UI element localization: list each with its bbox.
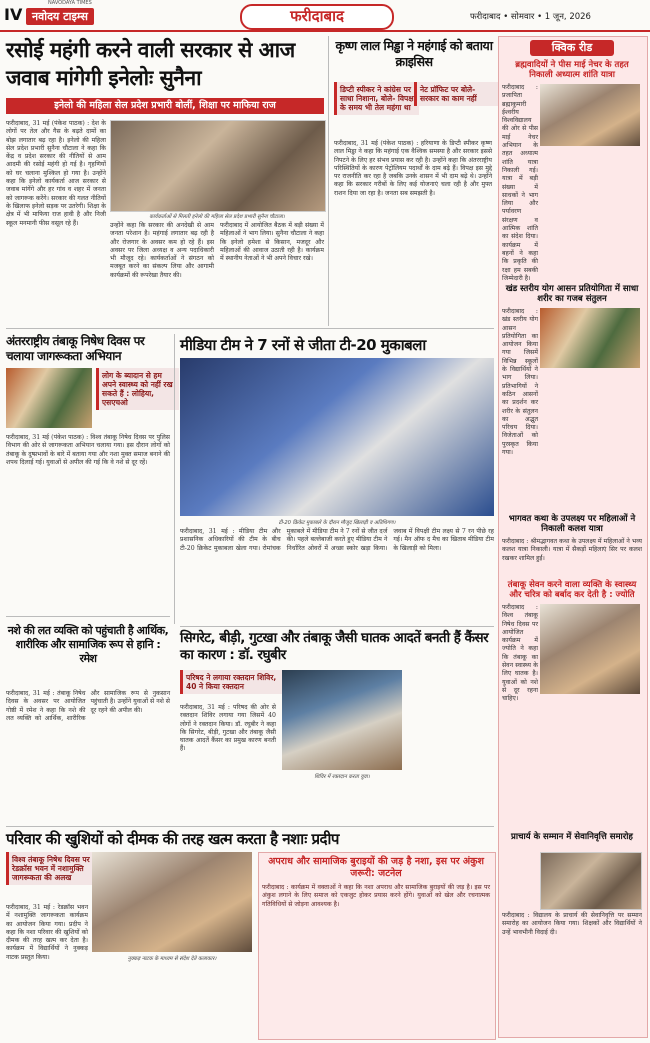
lead-subhead: इनेलो की महिला सेल प्रदेश प्रभारी बोलीं, शिक्षा पर माफिया राज <box>6 98 324 114</box>
lead-body-mid: उन्होंने कहा कि सरकार की अनदेखी से आम जनता परेशान है। महंगाई लगातार बढ़ रही है और रोजगार के अवसर कम हो रहे हैं। इस अवसर पर जिला अध्यक्ष व अन्य पदाधिकारी भी मौजूद रहे। कार्यकर्ताओं ने संगठन को मजबूत करने का संकल्प लिया और आगामी कार्यक्रमों की रूपरेखा तैयार की। <box>110 222 214 279</box>
lead-body-left: फरीदाबाद, 31 मई (पंकेश पाठक) : देश के लोगों पर तेल और गैस के बढ़ते दामों का बोझ लगातार बढ़ रहा है। इनेलो की महिला सेल प्रदेश प्रभारी सुनैना चौटाला ने कहा कि केंद्र व प्रदेश सरकार की नीतियों से आम आदमी की रसोई महंगी हो गई है। गृहणियों को घर चलाना मुश्किल हो गया है। उन्होंने कहा कि इनेलो कार्यकर्ता आज सरकार से जवाब मांगेंगे और हर गांव व शहर में जनता को जागरूक करेंगे। सरकार की गलत नीतियों के खिलाफ इनेलो सड़क पर उतरेगी। शिक्षा के क्षेत्र में भी माफिया राज हावी है और निजी स्कूल मनमानी फीस वसूल रहे हैं। <box>6 120 106 227</box>
qr-item3-head: भागवत कथा के उपलक्ष्य पर महिलाओं ने निकाली कलश यात्रा <box>508 514 636 534</box>
qr-item5-photo <box>540 852 642 910</box>
cancer-photo-caption: शिविर में रक्तदान करता युवा। <box>314 774 370 780</box>
edition-tag: NAVODAYA TIMES <box>48 0 92 6</box>
tobacco-body: फरीदाबाद, 31 मई (पंकेश पाठक) : विश्व तंबाकू निषेध दिवस पर पुलिस विभाग की ओर से जागरूकता अभियान चलाया गया। इस दौरान लोगों को तंबाकू के दुष्प्रभावों के बारे में बताया गया और नशा मुक्त समाज बनाने की शपथ दिलाई गई। युवाओं से अपील की गई कि वे नशे से दूर रहें। <box>6 434 170 466</box>
qr-item3-body: फरीदाबाद : श्रीमद्भागवत कथा के उपलक्ष्य में महिलाओं ने भव्य कलश यात्रा निकाली। यात्रा में सैकड़ों महिलाएं सिर पर कलश रखकर शामिल हुईं। <box>502 538 642 562</box>
parivar-body-continued <box>92 964 252 1038</box>
cancer-body-continued <box>406 670 494 822</box>
parivar-photo <box>92 852 252 952</box>
paper-name: नवोदय टाइम्स <box>26 8 94 25</box>
page-number: IV <box>4 5 23 24</box>
qr-item4-head: तंबाकू सेवन करने वाला व्यक्ति के स्वास्थ्य और चरित्र को बर्बाद कर देती है : ज्योति <box>507 580 637 600</box>
lead-photo <box>110 120 326 212</box>
tobacco-photo <box>6 368 92 428</box>
lead-body-right: फरीदाबाद में आयोजित बैठक में बड़ी संख्या में महिलाओं ने भाग लिया। सुनैना चौटाला ने कहा कि इनेलो हमेशा से किसान, मजदूर और महिलाओं की आवाज उठाती रही है। कार्यक्रम में स्थानीय नेताओं ने भी अपने विचार रखे। <box>220 222 324 263</box>
cancer-photo <box>282 670 402 770</box>
parivar-pull: विश्व तंबाकू निषेध दिवस पर रेडक्रॉस भवन में नशामुक्ति जागरूकता की अलख <box>6 852 95 885</box>
media-photo <box>180 358 494 516</box>
qr-item4-photo <box>540 604 640 694</box>
city-title: फरीदाबाद <box>240 4 394 30</box>
mhgai-pull-left: डिप्टी स्पीकर ने कांग्रेस पर साधा निशाना, बोले- विपक्ष के समय भी तेल महंगा था <box>334 82 419 115</box>
mhgai-pull-right: नेट प्रॉफिट पर बोले- सरकार का काम नहीं <box>414 82 499 106</box>
lead-headline: रसोई महंगी करने वाली सरकार से आज जवाब मांगेगी इनेलोः सुनैना <box>6 38 295 90</box>
mhgai-body: फरीदाबाद, 31 मई (पंकेश पाठक) : हरियाणा के डिप्टी स्पीकर कृष्ण लाल मिड्ढा ने कहा कि महंगाई एक वैश्विक समस्या है और सरकार इससे निपटने के लिए हर संभव प्रयास कर रही है। उन्होंने कहा कि अंतरराष्ट्रीय परिस्थितियों के कारण पेट्रोलियम पदार्थों के दाम बढ़े हैं। विपक्ष इस मुद्दे पर राजनीति कर रहा है जबकि उनके शासन में भी दाम बढ़े थे। उन्होंने कहा कि सरकार गरीबों के लिए कई योजनाएं चला रही है और मुफ्त राशन दिया जा रहा है। जनता सब समझती है। <box>334 140 492 197</box>
cancer-body: फरीदाबाद, 31 मई : परिषद की ओर से रक्तदान शिविर लगाया गया जिसमें 40 लोगों ने रक्तदान किया। डॉ. रघुबीर ने कहा कि सिगरेट, बीड़ी, गुटखा और तंबाकू जैसी घातक आदतें कैंसर का प्रमुख कारण बनती हैं। <box>180 704 276 753</box>
qr-item1-photo <box>540 84 640 146</box>
row-divider <box>6 616 170 617</box>
nasha-headline: नशे की लत व्यक्ति को पहुंचाती है आर्थिक, शारीरिक और सामाजिक रूप से हानि : रमेश <box>7 624 169 665</box>
crime-headline: अपराध और सामाजिक बुराइयों की जड़ है नशा, इस पर अंकुश जरूरी: जटनेल <box>268 856 484 879</box>
qr-item2-head: खंड स्तरीय योग आसन प्रतियोगिता में साधा शरीर का गजब संतुलन <box>505 284 639 304</box>
qr-item2-body: फरीदाबाद : खंड स्तरीय योग आसन प्रतियोगिता का आयोजन किया गया जिसमें विभिन्न स्कूलों के विद्यार्थियों ने भाग लिया। प्रतिभागियों ने कठिन आसनों का प्रदर्शन कर शरीर के संतुलन का अद्भुत परिचय दिया। विजेताओं को पुरस्कृत किया गया। <box>502 308 538 457</box>
qr-item2-photo <box>540 308 640 368</box>
quick-read-title: क्विक रीड <box>530 40 614 56</box>
column-divider <box>328 36 329 326</box>
mhgai-headline: कृष्ण लाल मिड्ढा ने महंगाई को बताया क्राइसिस <box>335 38 493 69</box>
parivar-headline: परिवार की खुशियों को दीमक की तरह खत्म करता है नशाः प्रदीप <box>6 830 339 848</box>
row-divider <box>180 626 494 627</box>
qr-item1-body: फरीदाबाद : प्रजापिता ब्रह्माकुमारी ईश्वरीय विश्वविद्यालय की ओर से पीस माई नेचर अभियान के तहत अध्यात्म शांति यात्रा निकाली गई। यात्रा में बड़ी संख्या में साधकों ने भाग लिया और पर्यावरण संरक्षण व आत्मिक शांति का संदेश दिया। कार्यक्रम में बहनों ने कहा कि प्रकृति की रक्षा हम सबकी जिम्मेदारी है। <box>502 84 538 282</box>
dateline: फरीदाबाद • सोमवार • 1 जून, 2026 <box>470 12 591 22</box>
crime-body: फरीदाबाद : कार्यक्रम में वक्ताओं ने कहा कि नशा अपराध और सामाजिक बुराइयों की जड़ है। इस पर अंकुश लगाने के लिए समाज को एकजुट होकर प्रयास करने होंगे। युवाओं को खेल और रचनात्मक गतिविधियों से जोड़ना आवश्यक है। <box>262 884 490 908</box>
column-divider <box>174 334 175 624</box>
media-body: फरीदाबाद, 31 मई : मीडिया टीम और प्रशासनिक अधिकारियों की टीम के बीच टी-20 क्रिकेट मुकाबला खेला गया। रोमांचक मुकाबले में मीडिया टीम ने 7 रनों से जीत दर्ज की। पहले बल्लेबाजी करते हुए मीडिया टीम ने निर्धारित ओवरों में अच्छा स्कोर खड़ा किया। जवाब में विपक्षी टीम लक्ष्य से 7 रन पीछे रह गई। मैन ऑफ द मैच का खिताब मीडिया टीम के खिलाड़ी को मिला। <box>180 528 494 552</box>
cancer-headline: सिगरेट, बीड़ी, गुटखा और तंबाकू जैसी घातक आदतें बनती हैं कैंसर का कारण : डॉ. रघुबीर <box>180 630 489 663</box>
parivar-photo-caption: नुक्कड़ नाटक के माध्यम से संदेश देते कलाकार। <box>127 956 217 962</box>
qr-item5-head: प्राचार्य के सम्मान में सेवानिवृत्ति समारोह <box>511 832 633 842</box>
qr-item4-body: फरीदाबाद : विश्व तंबाकू निषेध दिवस पर आयोजित कार्यक्रम में ज्योति ने कहा कि तंबाकू का सेवन स्वास्थ्य के लिए घातक है। युवाओं को नशे से दूर रहना चाहिए। <box>502 604 538 703</box>
row-divider <box>6 826 494 827</box>
cancer-pull: परिषद ने लगाया रक्तदान शिविर, 40 ने किया रक्तदान <box>180 670 285 694</box>
qr-item1-head: ब्रह्मवादियों ने पीस माई नेचर के तहत निकाली अध्यात्म शांति यात्रा <box>515 60 629 80</box>
nasha-body: फरीदाबाद, 31 मई : तंबाकू निषेध दिवस के अवसर पर आयोजित गोष्ठी में रमेश ने कहा कि नशे की लत व्यक्ति को आर्थिक, शारीरिक और सामाजिक रूप से नुकसान पहुंचाती है। उन्होंने युवाओं से नशे से दूर रहने की अपील की। <box>6 690 170 722</box>
parivar-body: फरीदाबाद, 31 मई : रेडक्रॉस भवन में नशामुक्ति जागरूकता कार्यक्रम का आयोजन किया गया। प्रदीप ने कहा कि नशा परिवार की खुशियों को दीमक की तरह खत्म कर देता है। कार्यक्रम में विद्यार्थियों ने नुक्कड़ नाटक प्रस्तुत किया। <box>6 904 88 961</box>
media-photo-caption: टी-20 क्रिकेट मुकाबले के दौरान मौजूद खिलाड़ी व अतिथिगण। <box>278 520 396 526</box>
qr-item5-body: फरीदाबाद : विद्यालय के प्राचार्य की सेवानिवृत्ति पर सम्मान समारोह का आयोजन किया गया। शिक्षकों और विद्यार्थियों ने उन्हें भावभीनी विदाई दी। <box>502 912 642 936</box>
media-headline: मीडिया टीम ने 7 रनों से जीता टी-20 मुकाबला <box>180 336 426 354</box>
tobacco-pull: लोग के ब्यादान से हम अपने स्वास्थ्य को नहीं रख सकते हैं : लोहिया, एसएचओ <box>96 368 179 410</box>
tobacco-headline: अंतरराष्ट्रीय तंबाकू निषेध दिवस पर चलाया जागरूकता अभियान <box>6 334 145 363</box>
lead-photo-caption: कार्यकर्ताओं से मिलती इनेलो की महिला सेल प्रदेश प्रभारी सुनैना चौटाला। <box>149 214 285 220</box>
row-divider <box>6 328 494 329</box>
